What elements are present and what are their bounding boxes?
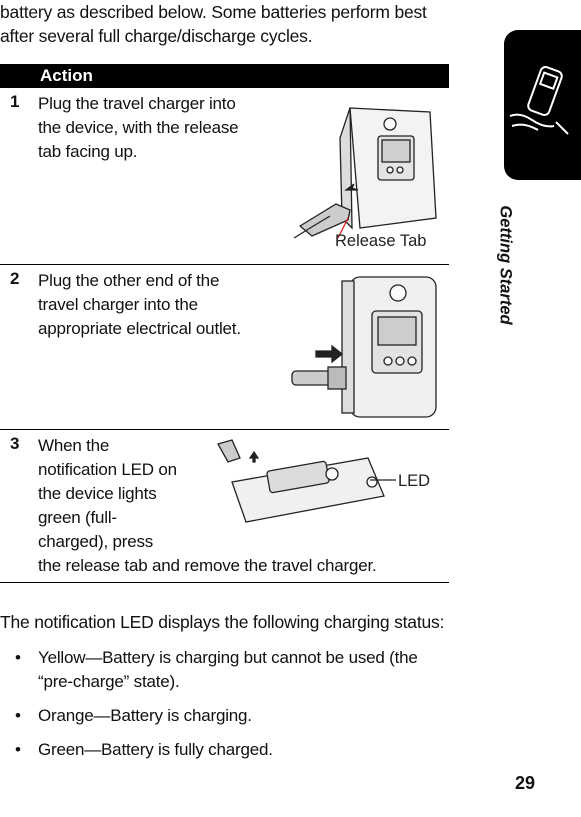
intro-line: after several full charge/discharge cycles. xyxy=(0,26,313,46)
action-column-header: Action xyxy=(0,64,449,88)
release-tab-illustration xyxy=(212,436,392,528)
bullet: • xyxy=(15,648,21,667)
bullet: • xyxy=(15,706,21,725)
step-line: the device lights xyxy=(38,484,157,503)
step-line: When the xyxy=(38,436,110,455)
release-tab-label: Release Tab xyxy=(335,232,427,250)
step-row-2 xyxy=(0,265,449,430)
phone-writing-icon xyxy=(504,30,581,180)
step-line: charged), press xyxy=(38,532,154,551)
led-callout-line xyxy=(370,468,400,488)
step-row-1 xyxy=(0,88,449,265)
step-line: travel charger into the xyxy=(38,295,198,314)
section-title: Getting Started xyxy=(496,205,515,325)
step-row-3 xyxy=(0,430,449,574)
list-item-line: Orange—Battery is charging. xyxy=(38,706,252,725)
step-number: 3 xyxy=(10,434,20,453)
step-line: tab facing up. xyxy=(38,142,138,161)
list-item-line: Green—Battery is fully charged. xyxy=(38,740,273,759)
step-line: Plug the travel charger into xyxy=(38,94,236,113)
step-number: 2 xyxy=(10,269,20,288)
list-item xyxy=(0,646,500,694)
step-line: notification LED on xyxy=(38,460,177,479)
step-line: the release tab and remove the travel charger. xyxy=(38,556,377,575)
status-intro: The notification LED displays the following charging status: xyxy=(0,612,445,632)
list-item xyxy=(0,738,500,762)
table-bottom-rule xyxy=(0,582,449,583)
step-line: appropriate electrical outlet. xyxy=(38,319,241,338)
intro-paragraph xyxy=(0,0,470,48)
section-tab xyxy=(504,30,581,180)
list-item xyxy=(0,704,500,728)
device-charger-illustration xyxy=(288,271,443,423)
list-item-line: “pre-charge” state). xyxy=(38,672,180,691)
step-text xyxy=(38,92,238,164)
step-number: 1 xyxy=(10,92,20,111)
step-line: green (full- xyxy=(38,508,117,527)
step-text xyxy=(38,269,241,341)
bullet: • xyxy=(15,740,21,759)
step-line: the device, with the release xyxy=(38,118,239,137)
intro-line: battery as described below. Some batteries perform best xyxy=(0,2,427,22)
step-line: Plug the other end of the xyxy=(38,271,220,290)
page-number: 29 xyxy=(515,773,536,793)
list-item-line: Yellow—Battery is charging but cannot be used (the xyxy=(38,648,418,667)
status-list xyxy=(0,646,500,772)
led-label: LED xyxy=(398,472,431,490)
